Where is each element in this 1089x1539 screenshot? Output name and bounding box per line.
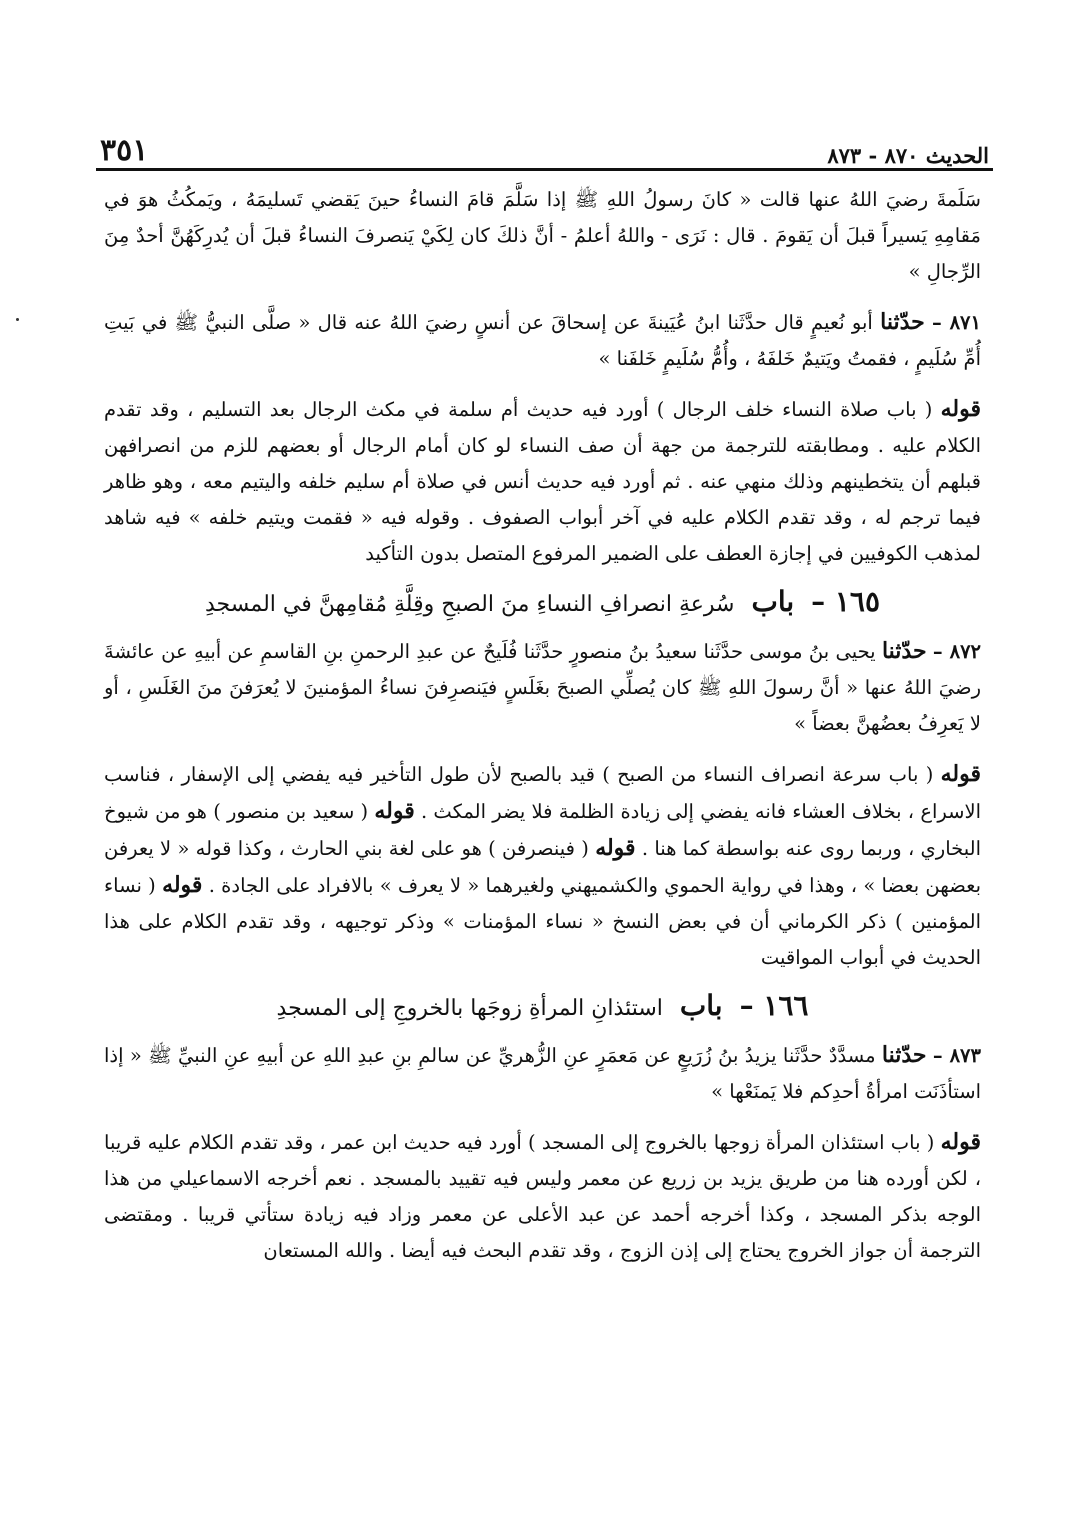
commentary-872 bbox=[104, 756, 981, 976]
qawluhu-keyword: قوله bbox=[940, 761, 981, 787]
haddathana-keyword: حدّثنا bbox=[881, 638, 927, 664]
header-rule bbox=[96, 168, 993, 171]
chapter-number: ١٦٦ – bbox=[739, 989, 809, 1022]
commentary-text: ( سعيد بن منصور ) هو من شيوخ البخاري ، وربما روى عنه بواسطة كما هنا . bbox=[104, 800, 981, 860]
haddathana-keyword: حدّثنا bbox=[881, 1042, 927, 1068]
hadith-text: أبو نُعيمٍ قال حدَّثَنا ابنُ عُيَينةَ عن إسحاقَ عن أنسٍ رضيَ اللهُ عنه قال « صلَّى النبيُّ ﷺ في بَيتِ أُمِّ سُلَيمٍ ، فقمتُ ويَتيمٌ خَلفَهُ ، وأُمُّ سُلَيمٍ خَلفَنا » bbox=[104, 311, 981, 370]
qawluhu-keyword: قوله bbox=[162, 872, 203, 898]
chapter-number: ١٦٥ – bbox=[811, 585, 881, 618]
commentary-text: ( نساء المؤمنين ) ذكر الكرماني أن في بعض النسخ « نساء المؤمنات » وذكر توجيهه ، وقد تقدم الكلام على هذا الحديث في أبواب المواقيت bbox=[104, 874, 981, 969]
running-title: الحديث ٨٧٠ - ٨٧٣ bbox=[827, 143, 989, 168]
commentary-text: ( باب سرعة انصراف النساء من الصبح ) قيد بالصبح لأن طول التأخير فيه يفضي إلى الإسفار ، فناسب الاسراع ، بخلاف العشاء فانه يفضي إلى زيادة الظلمة فلا يضر المكث . bbox=[104, 763, 982, 823]
bab-word: باب bbox=[679, 989, 723, 1022]
chapter-title: استئذانِ المرأةِ زوجَها بالخروجِ إلى المسجدِ bbox=[276, 996, 663, 1021]
hadith-number: ٨٧١ – bbox=[931, 311, 981, 334]
commentary-text: ( فينصرفن ) هو على لغة بني الحارث ، وكذا قوله « لا يعرفن بعضهن بعضا » ، وهذا في رواية الحموي والكشميهني ولغيرهما « لا يعرف » بالافراد على الجادة . bbox=[104, 837, 982, 897]
commentary-text: ( باب صلاة النساء خلف الرجال ) أورد فيه حديث أم سلمة في مكث الرجال بعد التسليم ، وقد تقدم الكلام عليه . ومطابقته للترجمة من جهة أن صف النساء لو كان أمام الرجال أو بعضهم للزم من انصرافهن قبلهم أن يتخطينهم وذلك منهي عنه . ثم أورد فيه حديث أنس في صلاة أم سليم خلفه واليتيم معه ، وهو ظاهر فيما ترجم له ، وقد تقدم الكلام عليه في آخر أبواب الصفوف . وقوله فيه « فقمت ويتيم خلفه » فيه شاهد لمذهب الكوفيين في إجازة العطف على الضمير المرفوع المتصل بدون التأكيد bbox=[104, 398, 981, 565]
chapter-title: سُرعةِ انصرافِ النساءِ منَ الصبحِ وقِلَّةِ مُقامِهنَّ في المسجدِ bbox=[204, 592, 735, 617]
chapter-heading-165 bbox=[104, 582, 981, 625]
hadith-number: ٨٧٣ – bbox=[932, 1044, 981, 1067]
commentary-text: ( باب استئذان المرأة زوجها بالخروج إلى المسجد ) أورد فيه حديث ابن عمر ، وقد تقدم الكلام عليه قريبا ، لكن أورده هنا من طريق يزيد بن زريع عن معمر وليس فيه تقييد بالمسجد . نعم أخرجه الاسماعيلي من هذا الوجه بذكر المسجد ، وكذا أخرجه أحمد عن عبد الأعلى عن معمر وزاد فيه زيادة ستأتي قريبا . ومقتضى الترجمة أن جواز الخروج يحتاج إلى إذن الزوج ، وقد تقدم البحث فيه أيضا . والله المستعان bbox=[104, 1131, 981, 1262]
bab-word: باب bbox=[751, 585, 795, 618]
hadith-number: ٨٧٢ – bbox=[932, 640, 982, 663]
hadith-873 bbox=[104, 1037, 981, 1110]
qawluhu-keyword: قوله bbox=[940, 396, 981, 422]
page-header bbox=[100, 118, 989, 168]
chapter-heading-166 bbox=[104, 986, 981, 1029]
scan-speck bbox=[16, 318, 19, 321]
commentary-873 bbox=[104, 1124, 981, 1269]
qawluhu-keyword: قوله bbox=[595, 835, 636, 861]
page-body bbox=[104, 182, 981, 1279]
hadith-text: يحيى بنُ موسى حدَّثَنا سعيدُ بنُ منصورٍ حدَّثَنا فُلَيحٌ عن عبدِ الرحمنِ بنِ القاسمِ عن أبيهِ عن عائشةَ رضيَ اللهُ عنها « أنَّ رسولَ اللهِ ﷺ كان يُصلِّي الصبحَ بغَلَسٍ فيَنصرِفنَ نساءُ المؤمنينَ لا يُعرَفنَ منَ الغَلَسِ ، أو لا يَعرِفُ بعضُهنَّ بعضاً » bbox=[104, 640, 981, 735]
qawluhu-keyword: قوله bbox=[374, 798, 415, 824]
hadith-872 bbox=[104, 633, 981, 742]
hadith-text: مسدَّدٌ حدَّثَنا يزيدُ بنُ زُرَيعٍ عن مَعمَرٍ عنِ الزُّهريِّ عن سالمِ بنِ عبدِ اللهِ عن أبيهِ عنِ النبيِّ ﷺ « إذا استأذَنَت امرأةُ أحدِكم فلا يَمنَعْها » bbox=[104, 1044, 981, 1103]
page-number: ٣٥١ bbox=[100, 133, 149, 168]
hadith-text: سَلَمةَ رضيَ اللهُ عنها قالت « كانَ رسولُ اللهِ ﷺ إذا سَلَّمَ قامَ النساءُ حينَ يَقضي تَسليمَهُ ، ويَمكُثُ هوَ في مَقامِهِ يَسيراً قبلَ أن يَقومَ . قال : نَرَى - واللهُ أعلمُ - أنَّ ذلكَ كان لِكَيْ يَنصرفَ النساءُ قبلَ أن يُدرِكَهُنَّ أحدٌ مِنَ الرِّجالِ » bbox=[104, 188, 981, 283]
haddathana-keyword: حدّثنا bbox=[880, 309, 925, 335]
commentary-871 bbox=[104, 391, 981, 572]
hadith-871 bbox=[104, 304, 981, 377]
hadith-870-continuation bbox=[104, 182, 981, 290]
qawluhu-keyword: قوله bbox=[940, 1129, 981, 1155]
